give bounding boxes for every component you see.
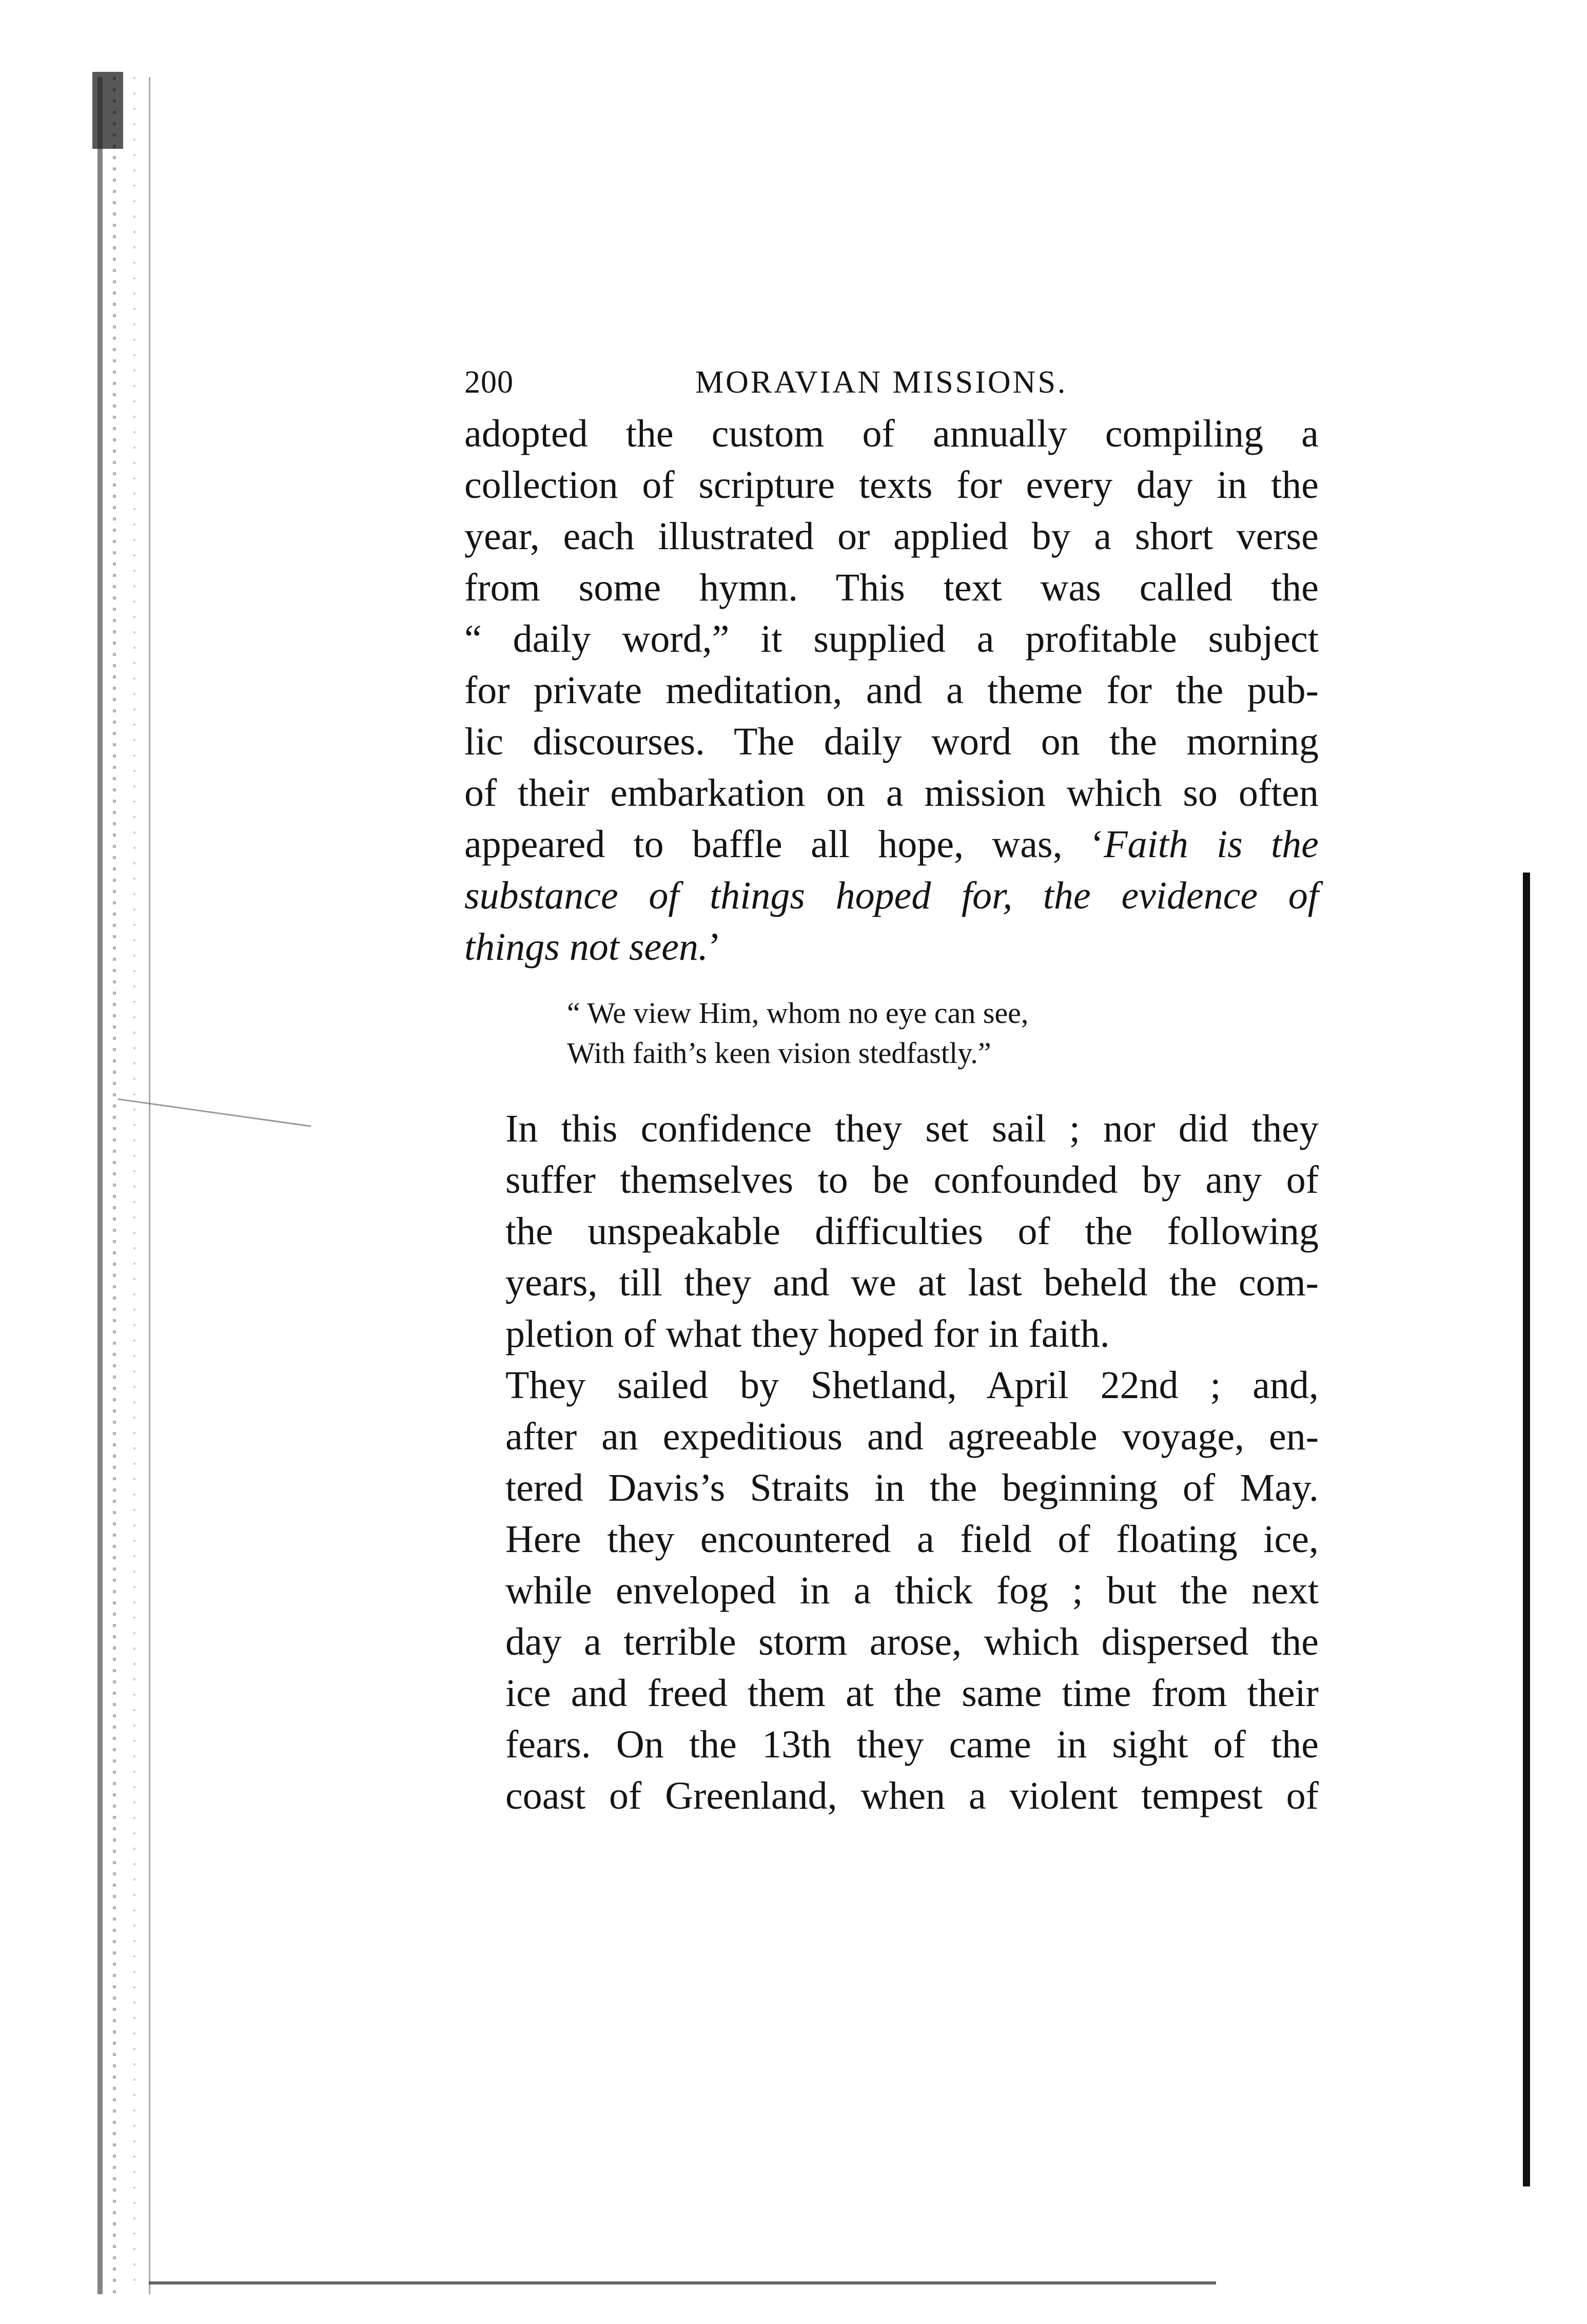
paragraph-line: after an expeditious and agreeable voyage, en- xyxy=(505,1415,1319,1458)
paragraph-line: “ daily word,” it supplied a profitable subject xyxy=(464,617,1319,661)
paragraph-line: of their embarkation on a mission which so often xyxy=(464,771,1319,815)
paragraph-line: for private meditation, and a theme for the pub- xyxy=(464,669,1319,712)
paragraph-3 xyxy=(464,1360,1319,1822)
paragraph-line: day a terrible storm arose, which dispersed the xyxy=(505,1620,1319,1663)
verse-line: With faith’s keen vision stedfastly.” xyxy=(567,1036,991,1070)
paragraph-1 xyxy=(464,408,1319,973)
verse-line: “ We view Him, whom no eye can see, xyxy=(567,996,1029,1030)
running-title: MORAVIAN MISSIONS. xyxy=(695,365,1068,400)
paragraph-last-line xyxy=(464,921,1319,973)
paragraph-line: the unspeakable difficulties of the following xyxy=(505,1210,1319,1253)
paragraph-line: tered Davis’s Straits in the beginning of May. xyxy=(505,1466,1319,1509)
paragraph-line: suffer themselves to be confounded by any of xyxy=(505,1158,1319,1202)
paragraph-line: coast of Greenland, when a violent tempest of xyxy=(505,1774,1319,1817)
paragraph-line: ice and freed them at the same time from their xyxy=(505,1672,1319,1715)
running-head xyxy=(464,359,1319,408)
scan-right-edge-shadow xyxy=(1523,873,1530,2186)
paragraph-line: adopted the custom of annually compiling a xyxy=(464,412,1319,455)
paragraph-line: fears. On the 13th they came in sight of the xyxy=(505,1723,1319,1766)
paragraph-line: Here they encountered a field of floating ice, xyxy=(505,1518,1319,1561)
paragraph-line: lic discourses. The daily word on the morning xyxy=(464,720,1319,763)
paragraph-line: while enveloped in a thick fog ; but the next xyxy=(505,1569,1319,1612)
paragraph-line: collection of scripture texts for every day in the xyxy=(464,463,1319,507)
paragraph-line: They sailed by Shetland, April 22nd ; and, xyxy=(505,1364,1319,1407)
paragraph-line: year, each illustrated or applied by a short verse xyxy=(464,515,1319,558)
paragraph-2 xyxy=(464,1103,1319,1360)
italic-quote: substance of things hoped for, the evidence of xyxy=(464,874,1319,917)
book-page xyxy=(464,359,1319,1822)
paragraph-line xyxy=(464,819,1319,870)
scan-bottom-rule xyxy=(149,2281,1216,2284)
italic-quote: Faith is the xyxy=(1104,823,1319,866)
paragraph-line: years, till they and we at last beheld the com- xyxy=(505,1261,1319,1304)
paragraph-last-line: pletion of what they hoped for in faith. xyxy=(505,1312,1110,1355)
page-number: 200 xyxy=(464,365,514,400)
hymn-verse xyxy=(567,993,1319,1073)
italic-quote: things not seen. xyxy=(464,925,708,969)
paragraph-line: from some hymn. This text was called the xyxy=(464,566,1319,609)
closing-quote-mark: ’ xyxy=(708,925,721,969)
paragraph-line: appeared to baffle all hope, was, ‘ xyxy=(464,823,1104,866)
paragraph-line: In this confidence they set sail ; nor did they xyxy=(505,1107,1319,1150)
scan-binding-edge xyxy=(92,77,169,2294)
